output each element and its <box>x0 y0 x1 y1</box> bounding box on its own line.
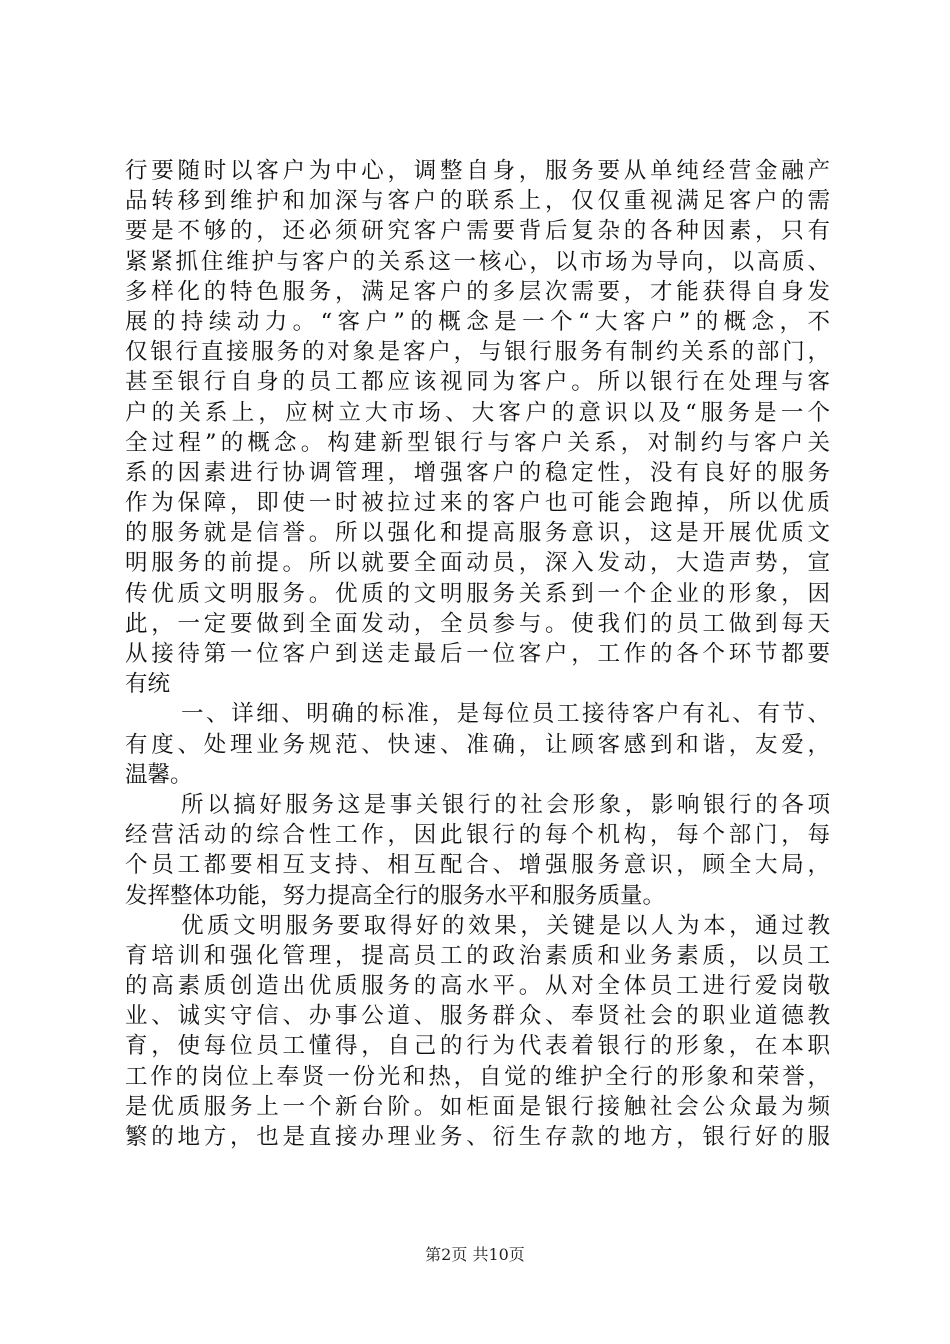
text-line: 一、详细、明确的标准，是每位员工接待客户有礼、有节、 <box>181 701 830 728</box>
text-line: 所以搞好服务这是事关银行的社会形象，影响银行的各项 <box>181 791 830 818</box>
text-line: 甚至银行自身的员工都应该视同为客户。所以银行在处理与客 <box>125 369 830 396</box>
text-line: 的高素质创造出优质服务的高水平。从对全体员工进行爱岗敬 <box>125 973 830 1000</box>
text-line: 有度、处理业务规范、快速、准确，让顾客感到和谐，友爱， <box>125 731 830 758</box>
text-line: 的服务就是信誉。所以强化和提高服务意识，这是开展优质文 <box>125 520 830 547</box>
text-line: 温馨。 <box>125 761 193 788</box>
text-line: 发挥整体功能，努力提高全行的服务水平和服务质量。 <box>125 882 666 909</box>
text-line: 要是不够的，还必须研究客户需要背后复杂的各种因素，只有 <box>125 218 830 245</box>
text-line: 工作的岗位上奉贤一份光和热，自觉的维护全行的形象和荣誉， <box>125 1063 830 1090</box>
text-line: 传优质文明服务。优质的文明服务关系到一个企业的形象，因 <box>125 580 830 607</box>
text-line: 优质文明服务要取得好的效果，关键是以人为本，通过教 <box>181 912 830 939</box>
text-line: 个员工都要相互支持、相互配合、增强服务意识，顾全大局， <box>125 852 830 879</box>
text-line: 繁的地方，也是直接办理业务、衍生存款的地方，银行好的服 <box>125 1124 830 1150</box>
text-line: 展的持续动力。“客户”的概念是一个“大客户”的概念，不 <box>125 308 830 335</box>
text-line: 品转移到维护和加深与客户的联系上，仅仅重视满足客户的需 <box>125 188 830 215</box>
text-line: 从接待第一位客户到送走最后一位客户，工作的各个环节都要 <box>125 641 830 667</box>
text-line: 系的因素进行协调管理，增强客户的稳定性，没有良好的服务 <box>125 459 830 486</box>
text-line: 全过程”的概念。构建新型银行与客户关系，对制约与客户关 <box>125 429 830 456</box>
text-line: 有统 <box>125 671 171 698</box>
text-line: 育，使每位员工懂得，自己的行为代表着银行的形象，在本职 <box>125 1033 830 1060</box>
text-line: 是优质服务上一个新台阶。如柜面是银行接触社会公众最为频 <box>125 1093 830 1120</box>
text-line: 紧紧抓住维护与客户的关系这一核心，以市场为导向，以高质、 <box>125 248 830 275</box>
text-line: 作为保障，即使一时被拉过来的客户也可能会跑掉，所以优质 <box>125 490 830 517</box>
text-line: 业、诚实守信、办事公道、服务群众、奉贤社会的职业道德教 <box>125 1003 830 1030</box>
text-line: 育培训和强化管理，提高员工的政治素质和业务素质，以员工 <box>125 942 830 969</box>
text-line: 此，一定要做到全面发动，全员参与。使我们的员工做到每天 <box>125 610 830 637</box>
text-line: 经营活动的综合性工作，因此银行的每个机构，每个部门，每 <box>125 822 830 849</box>
text-line: 明服务的前提。所以就要全面动员，深入发动，大造声势，宣 <box>125 550 830 577</box>
text-line: 仅银行直接服务的对象是客户，与银行服务有制约关系的部门， <box>125 339 830 366</box>
text-line: 行要随时以客户为中心，调整自身，服务要从单纯经营金融产 <box>125 158 830 184</box>
body-text <box>125 156 830 1152</box>
page-footer: 第2页 共10页 <box>425 1245 525 1264</box>
text-line: 多样化的特色服务，满足客户的多层次需要，才能获得自身发 <box>125 278 830 305</box>
text-line: 户的关系上，应树立大市场、大客户的意识以及“服务是一个 <box>125 399 830 426</box>
